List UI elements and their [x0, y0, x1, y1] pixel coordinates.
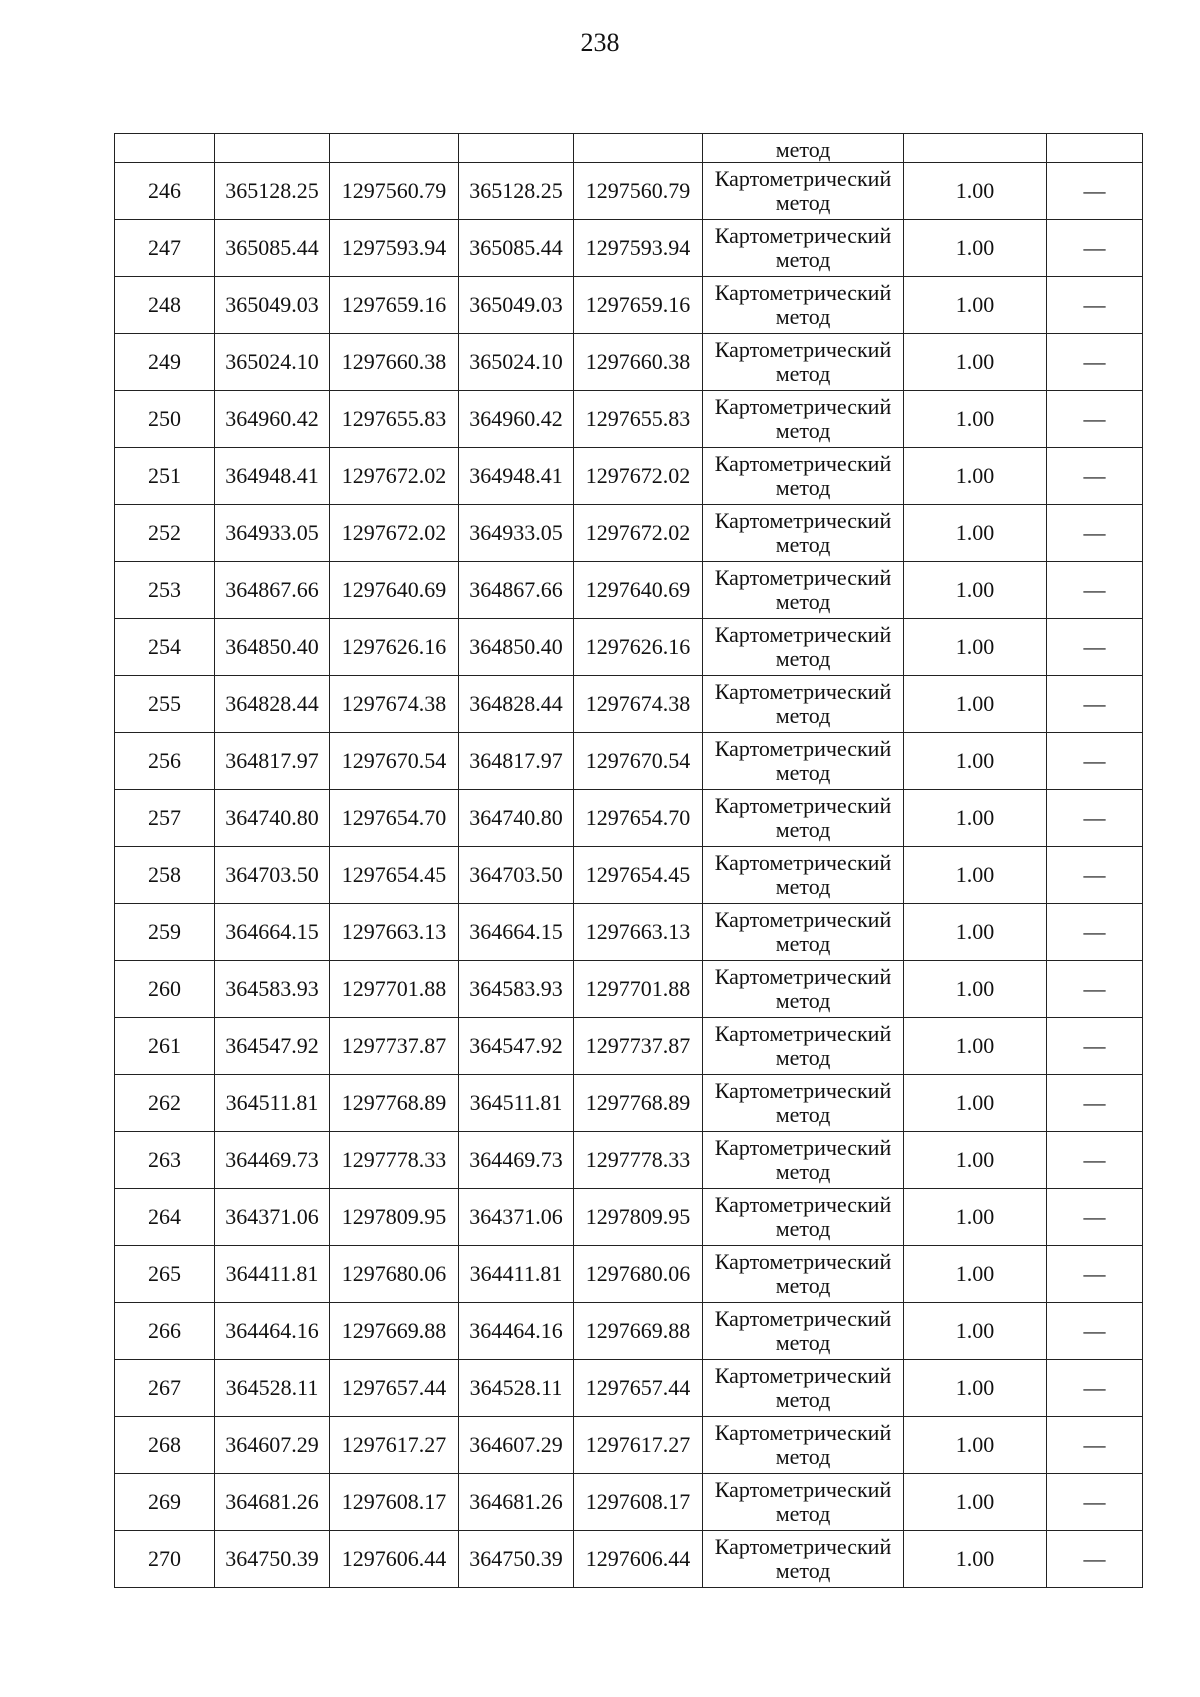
description-cell: — — [1047, 1246, 1143, 1303]
description-cell: — — [1047, 1018, 1143, 1075]
x-coordinate-cell: 365128.25 — [215, 163, 330, 220]
method-text: метод — [775, 1558, 831, 1583]
method-text: Картометрический — [714, 1249, 892, 1274]
method-text: Картометрический — [714, 1021, 892, 1046]
y-coordinate-cell: 1297809.95 — [574, 1189, 703, 1246]
table-row — [115, 1189, 1143, 1246]
description-cell: — — [1047, 334, 1143, 391]
y-coordinate-cell: 1297672.02 — [574, 505, 703, 562]
x-coordinate-cell: 364960.42 — [215, 391, 330, 448]
method-text: Картометрический — [714, 907, 892, 932]
page-number: 238 — [580, 28, 620, 57]
x-coordinate-cell: 364948.41 — [215, 448, 330, 505]
method-text: Картометрический — [714, 394, 892, 419]
method-text: метод — [775, 760, 831, 785]
y-coordinate-cell: 1297737.87 — [574, 1018, 703, 1075]
table-row — [115, 1075, 1143, 1132]
y-coordinate-cell: 1297670.54 — [574, 733, 703, 790]
method-text: Картометрический — [714, 1306, 892, 1331]
accuracy-cell: 1.00 — [904, 277, 1047, 334]
accuracy-cell: 1.00 — [904, 1360, 1047, 1417]
point-number-cell: 268 — [115, 1417, 215, 1474]
method-text: Картометрический — [714, 1078, 892, 1103]
method-text: метод — [775, 1273, 831, 1298]
x-coordinate-cell: 364528.11 — [459, 1360, 574, 1417]
point-number-cell: 257 — [115, 790, 215, 847]
method-cell — [703, 134, 904, 163]
y-coordinate-cell: 1297655.83 — [330, 391, 459, 448]
x-coordinate-cell: 364817.97 — [215, 733, 330, 790]
y-coordinate-cell: 1297669.88 — [574, 1303, 703, 1360]
x-coordinate-cell: 364867.66 — [459, 562, 574, 619]
accuracy-cell: 1.00 — [904, 220, 1047, 277]
method-cell — [703, 334, 904, 391]
method-cell — [703, 562, 904, 619]
point-number-cell: 250 — [115, 391, 215, 448]
accuracy-cell: 1.00 — [904, 1246, 1047, 1303]
point-number-cell: 259 — [115, 904, 215, 961]
method-text: метод — [775, 190, 831, 215]
description-cell: — — [1047, 904, 1143, 961]
description-cell: — — [1047, 163, 1143, 220]
x-coordinate-cell: 365128.25 — [459, 163, 574, 220]
y-coordinate-cell: 1297640.69 — [574, 562, 703, 619]
method-cell — [703, 790, 904, 847]
point-number-cell: 254 — [115, 619, 215, 676]
x-coordinate-cell: 365085.44 — [215, 220, 330, 277]
x-coordinate-cell: 364948.41 — [459, 448, 574, 505]
method-text: метод — [775, 703, 831, 728]
y-coordinate-cell: 1297768.89 — [330, 1075, 459, 1132]
method-cell — [703, 1132, 904, 1189]
x-coordinate-cell: 364464.16 — [459, 1303, 574, 1360]
x-coordinate-cell: 364411.81 — [459, 1246, 574, 1303]
description-cell: — — [1047, 1417, 1143, 1474]
point-number-cell: 265 — [115, 1246, 215, 1303]
accuracy-cell: 1.00 — [904, 676, 1047, 733]
coordinates-table — [114, 133, 1143, 1588]
y-coordinate-cell: 1297660.38 — [574, 334, 703, 391]
method-text: метод — [775, 874, 831, 899]
method-text: Картометрический — [714, 508, 892, 533]
x-coordinate-cell: 364681.26 — [459, 1474, 574, 1531]
y-coordinate-cell: 1297655.83 — [574, 391, 703, 448]
accuracy-cell: 1.00 — [904, 961, 1047, 1018]
table-row — [115, 277, 1143, 334]
point-number-cell: 252 — [115, 505, 215, 562]
y-coordinate-cell: 1297654.70 — [574, 790, 703, 847]
method-text: метод — [775, 247, 831, 272]
method-cell — [703, 505, 904, 562]
accuracy-cell: 1.00 — [904, 163, 1047, 220]
method-cell — [703, 619, 904, 676]
x-coordinate-cell: 364371.06 — [215, 1189, 330, 1246]
method-text: метод — [775, 589, 831, 614]
method-text: Картометрический — [714, 337, 892, 362]
y-coordinate-cell: 1297626.16 — [574, 619, 703, 676]
table-row — [115, 847, 1143, 904]
method-cell — [703, 1075, 904, 1132]
accuracy-cell: 1.00 — [904, 790, 1047, 847]
y-coordinate-cell: 1297663.13 — [330, 904, 459, 961]
x-coordinate-cell: 364828.44 — [215, 676, 330, 733]
table-row — [115, 961, 1143, 1018]
accuracy-cell: 1.00 — [904, 904, 1047, 961]
method-text: Картометрический — [714, 850, 892, 875]
y-coordinate-cell: 1297701.88 — [330, 961, 459, 1018]
method-text: Картометрический — [714, 1363, 892, 1388]
table-row — [115, 220, 1143, 277]
description-cell: — — [1047, 391, 1143, 448]
table-row — [115, 1531, 1143, 1588]
x-coordinate-cell: 364750.39 — [215, 1531, 330, 1588]
description-cell: — — [1047, 619, 1143, 676]
method-cell — [703, 1474, 904, 1531]
accuracy-cell: 1.00 — [904, 1018, 1047, 1075]
y-coordinate-cell: 1297778.33 — [330, 1132, 459, 1189]
method-text: Картометрический — [714, 1420, 892, 1445]
x-coordinate-cell: 365024.10 — [459, 334, 574, 391]
x-coordinate-cell: 364867.66 — [215, 562, 330, 619]
accuracy-cell: 1.00 — [904, 505, 1047, 562]
table-cell — [330, 134, 459, 163]
x-coordinate-cell: 364664.15 — [215, 904, 330, 961]
method-text: метод — [775, 1330, 831, 1355]
description-cell: — — [1047, 1303, 1143, 1360]
y-coordinate-cell: 1297606.44 — [574, 1531, 703, 1588]
y-coordinate-cell: 1297560.79 — [330, 163, 459, 220]
accuracy-cell: 1.00 — [904, 847, 1047, 904]
y-coordinate-cell: 1297672.02 — [330, 448, 459, 505]
method-text: Картометрический — [714, 166, 892, 191]
point-number-cell: 258 — [115, 847, 215, 904]
point-number-cell: 251 — [115, 448, 215, 505]
point-number-cell: 247 — [115, 220, 215, 277]
point-number-cell: 264 — [115, 1189, 215, 1246]
y-coordinate-cell: 1297657.44 — [574, 1360, 703, 1417]
x-coordinate-cell: 364960.42 — [459, 391, 574, 448]
description-cell: — — [1047, 1075, 1143, 1132]
y-coordinate-cell: 1297560.79 — [574, 163, 703, 220]
y-coordinate-cell: 1297654.45 — [330, 847, 459, 904]
table-row — [115, 163, 1143, 220]
point-number-cell: 270 — [115, 1531, 215, 1588]
method-text: Картометрический — [714, 1135, 892, 1160]
y-coordinate-cell: 1297608.17 — [330, 1474, 459, 1531]
method-text: метод — [775, 532, 831, 557]
x-coordinate-cell: 364583.93 — [215, 961, 330, 1018]
description-cell: — — [1047, 1189, 1143, 1246]
x-coordinate-cell: 364681.26 — [215, 1474, 330, 1531]
x-coordinate-cell: 364469.73 — [459, 1132, 574, 1189]
point-number-cell: 256 — [115, 733, 215, 790]
y-coordinate-cell: 1297663.13 — [574, 904, 703, 961]
y-coordinate-cell: 1297608.17 — [574, 1474, 703, 1531]
table-row — [115, 1474, 1143, 1531]
method-cell — [703, 277, 904, 334]
method-cell — [703, 220, 904, 277]
method-text: метод — [775, 1501, 831, 1526]
accuracy-cell: 1.00 — [904, 733, 1047, 790]
method-text: метод — [775, 137, 831, 162]
table-body — [115, 134, 1143, 1588]
x-coordinate-cell: 364607.29 — [459, 1417, 574, 1474]
point-number-cell: 255 — [115, 676, 215, 733]
method-cell — [703, 1246, 904, 1303]
table-row — [115, 334, 1143, 391]
y-coordinate-cell: 1297659.16 — [330, 277, 459, 334]
x-coordinate-cell: 364371.06 — [459, 1189, 574, 1246]
method-text: метод — [775, 361, 831, 386]
description-cell: — — [1047, 676, 1143, 733]
description-cell: — — [1047, 220, 1143, 277]
table-row — [115, 790, 1143, 847]
point-number-cell: 249 — [115, 334, 215, 391]
table-row — [115, 1018, 1143, 1075]
accuracy-cell: 1.00 — [904, 1303, 1047, 1360]
table-row — [115, 619, 1143, 676]
accuracy-cell: 1.00 — [904, 562, 1047, 619]
x-coordinate-cell: 364411.81 — [215, 1246, 330, 1303]
description-cell: — — [1047, 277, 1143, 334]
table-row — [115, 733, 1143, 790]
x-coordinate-cell: 364464.16 — [215, 1303, 330, 1360]
method-cell — [703, 1018, 904, 1075]
y-coordinate-cell: 1297778.33 — [574, 1132, 703, 1189]
table-row — [115, 391, 1143, 448]
y-coordinate-cell: 1297670.54 — [330, 733, 459, 790]
accuracy-cell: 1.00 — [904, 619, 1047, 676]
point-number-cell: 261 — [115, 1018, 215, 1075]
method-text: Картометрический — [714, 964, 892, 989]
table-cell — [1047, 134, 1143, 163]
method-cell — [703, 733, 904, 790]
table-cell — [115, 134, 215, 163]
method-text: Картометрический — [714, 280, 892, 305]
x-coordinate-cell: 365049.03 — [459, 277, 574, 334]
x-coordinate-cell: 364850.40 — [215, 619, 330, 676]
x-coordinate-cell: 364547.92 — [459, 1018, 574, 1075]
method-cell — [703, 847, 904, 904]
table-row — [115, 904, 1143, 961]
y-coordinate-cell: 1297672.02 — [574, 448, 703, 505]
accuracy-cell: 1.00 — [904, 1075, 1047, 1132]
method-cell — [703, 391, 904, 448]
method-cell — [703, 448, 904, 505]
method-cell — [703, 163, 904, 220]
x-coordinate-cell: 364828.44 — [459, 676, 574, 733]
method-text: метод — [775, 817, 831, 842]
y-coordinate-cell: 1297593.94 — [574, 220, 703, 277]
y-coordinate-cell: 1297657.44 — [330, 1360, 459, 1417]
point-number-cell: 269 — [115, 1474, 215, 1531]
point-number-cell: 263 — [115, 1132, 215, 1189]
x-coordinate-cell: 364664.15 — [459, 904, 574, 961]
method-text: метод — [775, 646, 831, 671]
x-coordinate-cell: 364750.39 — [459, 1531, 574, 1588]
accuracy-cell: 1.00 — [904, 334, 1047, 391]
accuracy-cell: 1.00 — [904, 1474, 1047, 1531]
x-coordinate-cell: 364607.29 — [215, 1417, 330, 1474]
description-cell: — — [1047, 1360, 1143, 1417]
method-cell — [703, 676, 904, 733]
table-row — [115, 1132, 1143, 1189]
y-coordinate-cell: 1297737.87 — [330, 1018, 459, 1075]
x-coordinate-cell: 364528.11 — [215, 1360, 330, 1417]
table-cell — [459, 134, 574, 163]
x-coordinate-cell: 364740.80 — [459, 790, 574, 847]
method-text: метод — [775, 1045, 831, 1070]
description-cell: — — [1047, 562, 1143, 619]
table-row — [115, 1360, 1143, 1417]
method-text: метод — [775, 1102, 831, 1127]
y-coordinate-cell: 1297654.70 — [330, 790, 459, 847]
y-coordinate-cell: 1297680.06 — [574, 1246, 703, 1303]
y-coordinate-cell: 1297674.38 — [574, 676, 703, 733]
method-text: Картометрический — [714, 793, 892, 818]
y-coordinate-cell: 1297680.06 — [330, 1246, 459, 1303]
x-coordinate-cell: 364817.97 — [459, 733, 574, 790]
y-coordinate-cell: 1297654.45 — [574, 847, 703, 904]
continuation-row — [115, 134, 1143, 163]
x-coordinate-cell: 364933.05 — [215, 505, 330, 562]
method-cell — [703, 1303, 904, 1360]
point-number-cell: 260 — [115, 961, 215, 1018]
table-cell — [904, 134, 1047, 163]
y-coordinate-cell: 1297672.02 — [330, 505, 459, 562]
y-coordinate-cell: 1297593.94 — [330, 220, 459, 277]
x-coordinate-cell: 364850.40 — [459, 619, 574, 676]
method-cell — [703, 1417, 904, 1474]
method-text: метод — [775, 418, 831, 443]
description-cell: — — [1047, 448, 1143, 505]
method-text: метод — [775, 1216, 831, 1241]
y-coordinate-cell: 1297669.88 — [330, 1303, 459, 1360]
y-coordinate-cell: 1297640.69 — [330, 562, 459, 619]
x-coordinate-cell: 364511.81 — [215, 1075, 330, 1132]
method-text: Картометрический — [714, 1477, 892, 1502]
table-row — [115, 1246, 1143, 1303]
point-number-cell: 266 — [115, 1303, 215, 1360]
accuracy-cell: 1.00 — [904, 1132, 1047, 1189]
method-text: Картометрический — [714, 451, 892, 476]
table-row — [115, 676, 1143, 733]
description-cell: — — [1047, 1474, 1143, 1531]
point-number-cell: 253 — [115, 562, 215, 619]
y-coordinate-cell: 1297606.44 — [330, 1531, 459, 1588]
method-text: метод — [775, 1444, 831, 1469]
method-text: метод — [775, 931, 831, 956]
table-row — [115, 448, 1143, 505]
y-coordinate-cell: 1297626.16 — [330, 619, 459, 676]
y-coordinate-cell: 1297809.95 — [330, 1189, 459, 1246]
table-cell — [574, 134, 703, 163]
accuracy-cell: 1.00 — [904, 391, 1047, 448]
table-row — [115, 505, 1143, 562]
method-text: Картометрический — [714, 565, 892, 590]
x-coordinate-cell: 364511.81 — [459, 1075, 574, 1132]
accuracy-cell: 1.00 — [904, 1531, 1047, 1588]
x-coordinate-cell: 364933.05 — [459, 505, 574, 562]
method-cell — [703, 1531, 904, 1588]
x-coordinate-cell: 364547.92 — [215, 1018, 330, 1075]
method-text: Картометрический — [714, 1192, 892, 1217]
y-coordinate-cell: 1297617.27 — [330, 1417, 459, 1474]
y-coordinate-cell: 1297660.38 — [330, 334, 459, 391]
method-text: Картометрический — [714, 1534, 892, 1559]
method-text: Картометрический — [714, 679, 892, 704]
method-text: Картометрический — [714, 223, 892, 248]
x-coordinate-cell: 365085.44 — [459, 220, 574, 277]
accuracy-cell: 1.00 — [904, 1417, 1047, 1474]
x-coordinate-cell: 364583.93 — [459, 961, 574, 1018]
y-coordinate-cell: 1297701.88 — [574, 961, 703, 1018]
description-cell: — — [1047, 505, 1143, 562]
description-cell: — — [1047, 961, 1143, 1018]
x-coordinate-cell: 365049.03 — [215, 277, 330, 334]
method-text: метод — [775, 988, 831, 1013]
method-text: Картометрический — [714, 736, 892, 761]
description-cell: — — [1047, 1132, 1143, 1189]
point-number-cell: 246 — [115, 163, 215, 220]
method-cell — [703, 904, 904, 961]
point-number-cell: 267 — [115, 1360, 215, 1417]
description-cell: — — [1047, 1531, 1143, 1588]
description-cell: — — [1047, 847, 1143, 904]
method-cell — [703, 1189, 904, 1246]
table-row — [115, 1303, 1143, 1360]
method-text: метод — [775, 1159, 831, 1184]
point-number-cell: 262 — [115, 1075, 215, 1132]
y-coordinate-cell: 1297768.89 — [574, 1075, 703, 1132]
table-cell — [215, 134, 330, 163]
x-coordinate-cell: 364703.50 — [459, 847, 574, 904]
x-coordinate-cell: 365024.10 — [215, 334, 330, 391]
x-coordinate-cell: 364469.73 — [215, 1132, 330, 1189]
x-coordinate-cell: 364703.50 — [215, 847, 330, 904]
accuracy-cell: 1.00 — [904, 448, 1047, 505]
method-text: метод — [775, 304, 831, 329]
y-coordinate-cell: 1297674.38 — [330, 676, 459, 733]
method-cell — [703, 961, 904, 1018]
accuracy-cell: 1.00 — [904, 1189, 1047, 1246]
method-text: Картометрический — [714, 622, 892, 647]
table-row — [115, 562, 1143, 619]
method-text: метод — [775, 1387, 831, 1412]
method-text: метод — [775, 475, 831, 500]
y-coordinate-cell: 1297659.16 — [574, 277, 703, 334]
y-coordinate-cell: 1297617.27 — [574, 1417, 703, 1474]
table-row — [115, 1417, 1143, 1474]
description-cell: — — [1047, 733, 1143, 790]
description-cell: — — [1047, 790, 1143, 847]
x-coordinate-cell: 364740.80 — [215, 790, 330, 847]
point-number-cell: 248 — [115, 277, 215, 334]
method-cell — [703, 1360, 904, 1417]
